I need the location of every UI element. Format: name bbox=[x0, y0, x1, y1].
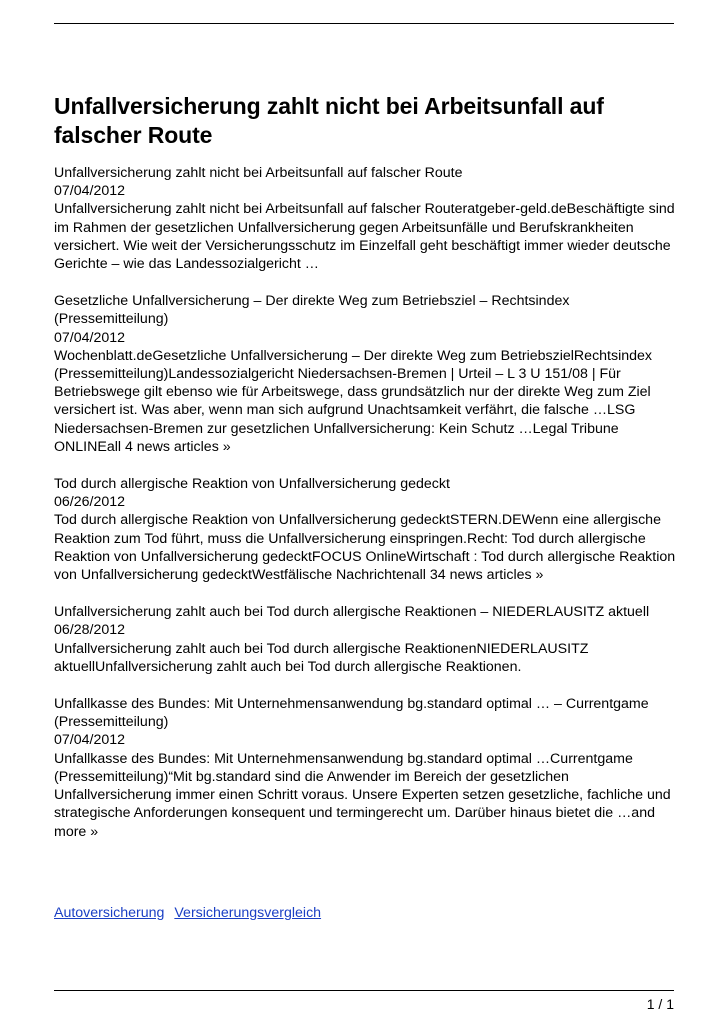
article bbox=[54, 475, 676, 584]
top-rule bbox=[54, 23, 674, 24]
article-date: 06/26/2012 bbox=[54, 494, 126, 511]
article bbox=[54, 603, 676, 676]
tag-links bbox=[54, 904, 327, 922]
article-headline: Unfallkasse des Bundes: Mit Unternehmensanwendung bg.standard optimal … – Currentgame (Pressemitteilung) bbox=[54, 696, 649, 731]
article bbox=[54, 695, 676, 841]
article-date: 07/04/2012 bbox=[54, 183, 126, 200]
article-headline: Unfallversicherung zahlt nicht bei Arbeitsunfall auf falscher Route bbox=[54, 165, 463, 181]
article-headline: Tod durch allergische Reaktion von Unfallversicherung gedeckt bbox=[54, 476, 450, 493]
page-title: Unfallversicherung zahlt nicht bei Arbeitsunfall auf falscher Route bbox=[54, 93, 604, 148]
article-date: 07/04/2012 bbox=[54, 329, 126, 346]
page-indicator: 1 / 1 bbox=[646, 996, 674, 1012]
article-body: Tod durch allergische Reaktion von Unfallversicherung gedecktSTERN.DEWenn eine allergische Reaktion zum Tod führt, muss die Unfallversicherung einspringen.Recht: Tod durch allergische Reaktion von Unfallversicherung gedecktFOCUS OnlineWirtschaft : Tod durch allergische Reaktion von Unfallversicherung gedecktWestfälische Nachrichtenall 34 news articles » bbox=[54, 512, 676, 584]
article-headline: Gesetzliche Unfallversicherung – Der direkte Weg zum Betriebsziel – Rechtsindex (Pressemitteilung) bbox=[54, 293, 570, 328]
article-date: 07/04/2012 bbox=[54, 732, 126, 749]
link-versicherungsvergleich[interactable]: Versicherungsvergleich bbox=[174, 905, 322, 921]
article-body: Unfallversicherung zahlt auch bei Tod durch allergische ReaktionenNIEDERLAUSITZ aktuellUnfallversicherung zahlt auch bei Tod durch allergische Reaktionen. bbox=[54, 640, 589, 675]
article bbox=[54, 164, 676, 273]
article-date: 06/28/2012 bbox=[54, 622, 126, 639]
article-body: Wochenblatt.deGesetzliche Unfallversicherung – Der direkte Weg zum BetriebszielRechtsindex (Pressemitteilung)Landessozialgericht Niedersachsen-Bremen | Urteil – L 3 U 151/08 | Für Betriebswege gilt ebenso wie für Arbeitswege, dass grundsätzlich nur der direkte Weg zum Ziel versichert ist. Was aber, wenn man sich aufgrund Unachtsamkeit verfährt, die falsche …LSG Niedersachsen-Bremen zur gesetzlichen Unfallversicherung: Kein Schutz …Legal Tribune ONLINEall 4 news articles » bbox=[54, 347, 653, 455]
document-body bbox=[54, 92, 676, 860]
link-autoversicherung[interactable]: Autoversicherung bbox=[54, 905, 165, 921]
article bbox=[54, 292, 676, 456]
article-headline: Unfallversicherung zahlt auch bei Tod durch allergische Reaktionen – NIEDERLAUSITZ aktuell bbox=[54, 604, 650, 621]
bottom-rule bbox=[54, 990, 674, 991]
article-body: Unfallkasse des Bundes: Mit Unternehmensanwendung bg.standard optimal …Currentgame (Pressemitteilung)“Mit bg.standard sind die Anwender im Bereich der gesetzlichen Unfallversicherung immer einen Schritt voraus. Unsere Experten setzen gesetzliche, fachliche und strategische Anforderungen konsequent und termingerecht um. Darüber hinaus bietet die …and more » bbox=[54, 750, 671, 840]
article-body: Unfallversicherung zahlt nicht bei Arbeitsunfall auf falscher Routeratgeber-geld.deBeschäftigte sind im Rahmen der gesetzlichen Unfallversicherung gegen Arbeitsunfälle und Berufskrankheiten versichert. Wie weit der Versicherungsschutz im Einzelfall geht beschäftigt immer wieder deutsche Gerichte – wie das Landessozialgericht … bbox=[54, 201, 675, 273]
